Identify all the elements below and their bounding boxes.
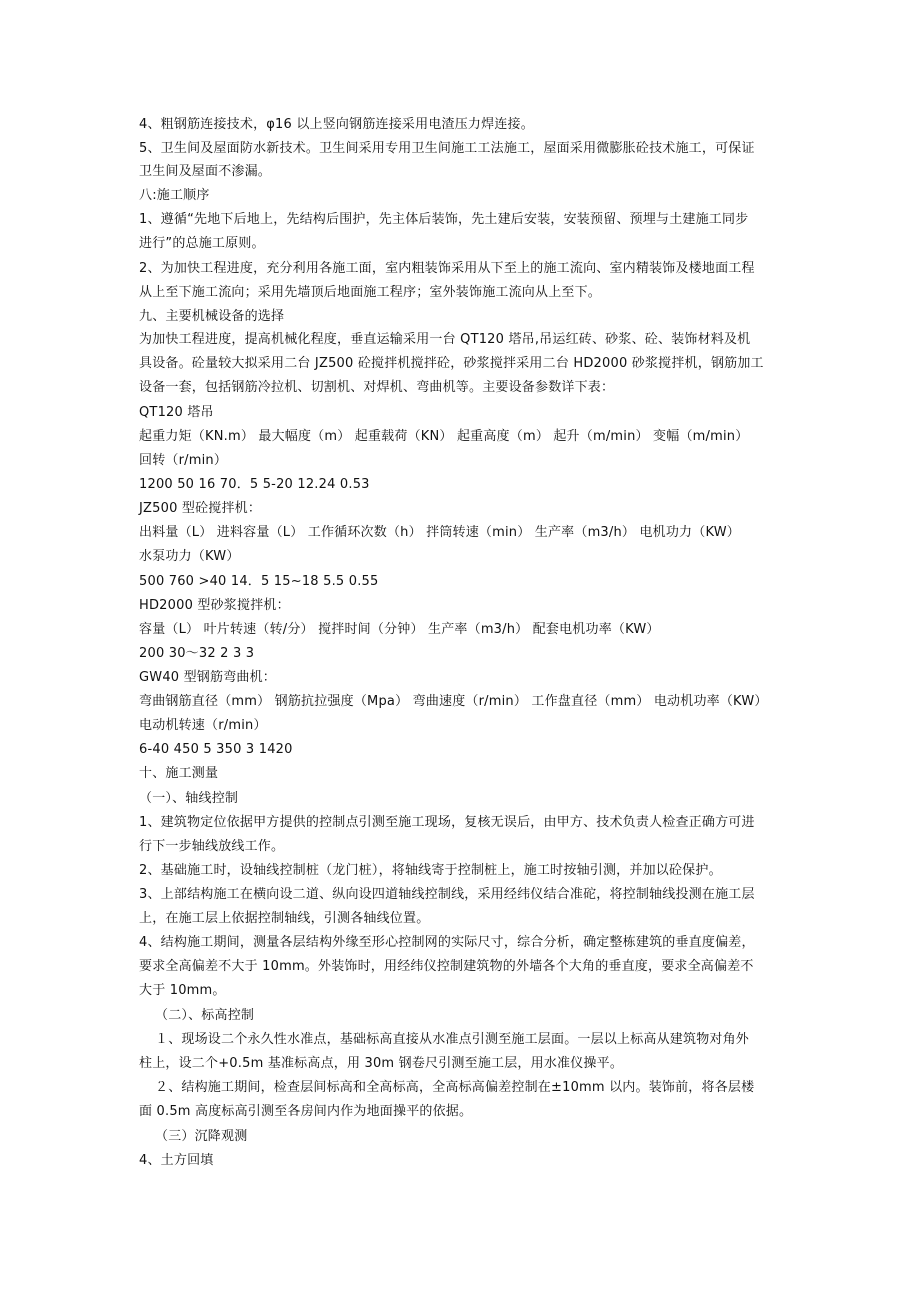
equipment-title-qt120: QT120 塔吊 (139, 405, 214, 420)
paragraph-elevation-1: １、现场设二个永久性水准点，基础标高直接从水准点引测至施工层面。一层以上标高从建筑物对角外 (155, 1032, 750, 1047)
paragraph-elevation-2: ２、结构施工期间，检查层间标高和全高标高，全高标高偏差控制在±10mm 以内。装饰前，将各层楼 (155, 1080, 755, 1095)
subsection-heading-settlement: （三）沉降观测 (155, 1129, 248, 1144)
equipment-values-gw40: 6-40 450 5 350 3 1420 (139, 742, 293, 757)
paragraph-waterproofing: 5、卫生间及屋面防水新技术。卫生间采用专用卫生间施工工法施工，屋面采用微膨胀砼技术施工，可保证 (139, 141, 755, 156)
subsection-heading-axis-control: （一）、轴线控制 (139, 791, 239, 806)
paragraph-principle: 1、遵循“先地下后地上，先结构后围护，先主体后装饰，先土建后安装，安装预留、预埋与土建施工同步 (139, 212, 749, 227)
paragraph-schedule-cont: 从上至下施工流向；采用先墙顶后地面施工程序；室外装饰施工流向从上至下。 (139, 285, 602, 300)
paragraph-rebar-connection: 4、粗钢筋连接技术，φ16 以上竖向钢筋连接采用电渣压力焊连接。 (139, 117, 534, 132)
section-heading-construction-sequence: 八:施工顺序 (139, 188, 210, 203)
equipment-values-hd2000: 200 30～32 2 3 3 (139, 646, 255, 661)
equipment-params-gw40-cont: 电动机转速（r/min） (139, 718, 267, 733)
paragraph-elevation-2-cont: 面 0.5m 高度标高引测至各房间内作为地面操平的依据。 (139, 1104, 473, 1119)
equipment-values-qt120: 1200 50 16 70．5 5-20 12.24 0.53 (139, 477, 370, 492)
paragraph-elevation-1-cont: 柱上，设二个+0.5m 基准标高点，用 30m 钢卷尺引测至施工层，用水准仪操平。 (139, 1056, 624, 1071)
paragraph-axis-3: 3、上部结构施工在横向设二道、纵向设四道轴线控制线，采用经纬仪结合准砣，将控制轴线投测在施工层 (139, 887, 755, 902)
section-heading-backfill: 4、土方回填 (139, 1153, 214, 1168)
section-heading-equipment: 九、主要机械设备的选择 (139, 309, 285, 324)
paragraph-principle-cont: 进行”的总施工原则。 (139, 236, 265, 251)
equipment-params-jz500-cont: 水泵功力（KW） (139, 549, 240, 564)
equipment-params-gw40: 弯曲钢筋直径（mm） 钢筋抗拉强度（Mpa） 弯曲速度（r/min） 工作盘直径（mm） 电动机功率（KW） (139, 694, 768, 709)
equipment-params-qt120-cont: 回转（r/min） (139, 453, 228, 468)
paragraph-axis-1-cont: 行下一步轴线放线工作。 (139, 839, 285, 854)
equipment-title-jz500: JZ500 型砼搅拌机： (139, 501, 262, 516)
equipment-params-qt120: 起重力矩（KN.m） 最大幅度（m） 起重载荷（KN） 起重高度（m） 起升（m/min） 变幅（m/min） (139, 429, 749, 444)
paragraph-axis-4: 4、结构施工期间，测量各层结构外缘至形心控制网的实际尺寸，综合分析，确定整栋建筑的垂直度偏差， (139, 935, 755, 950)
paragraph-axis-4-cont2: 大于 10mm。 (139, 983, 226, 998)
paragraph-equipment-cont1: 具设备。砼量较大拟采用二台 JZ500 砼搅拌机搅拌砼，砂浆搅拌采用二台 HD2000 砂浆搅拌机，钢筋加工 (139, 356, 764, 371)
paragraph-schedule: 2、为加快工程进度，充分利用各施工面，室内粗装饰采用从下至上的施工流向、室内精装饰及楼地面工程 (139, 261, 755, 276)
equipment-title-gw40: GW40 型钢筋弯曲机： (139, 670, 277, 685)
paragraph-axis-1: 1、建筑物定位依据甲方提供的控制点引测至施工现场，复核无误后，由甲方、技术负责人检查正确方可进 (139, 815, 755, 830)
paragraph-equipment-cont2: 设备一套，包括钢筋冷拉机、切割机、对焊机、弯曲机等。主要设备参数详下表： (139, 380, 615, 395)
paragraph-equipment: 为加快工程进度，提高机械化程度，垂直运输采用一台 QT120 塔吊,吊运红砖、砂浆、砼、装饰材料及机 (139, 332, 751, 347)
equipment-title-hd2000: HD2000 型砂浆搅拌机： (139, 598, 290, 613)
subsection-heading-elevation-control: （二）、标高控制 (155, 1008, 255, 1023)
paragraph-axis-3-cont: 上，在施工层上依据控制轴线，引测各轴线位置。 (139, 911, 430, 926)
section-heading-survey: 十、施工测量 (139, 766, 219, 781)
paragraph-axis-2: 2、基础施工时，设轴线控制桩（龙门桩），将轴线寄于控制桩上，施工时按轴引测，并加以砼保护。 (139, 863, 722, 878)
equipment-values-jz500: 500 760 >40 14．5 15~18 5.5 0.55 (139, 574, 379, 589)
equipment-params-hd2000: 容量（L） 叶片转速（转/分） 搅拌时间（分钟） 生产率（m3/h） 配套电机功率（KW） (139, 622, 660, 637)
equipment-params-jz500: 出料量（L） 进料容量（L） 工作循环次数（h） 拌筒转速（min） 生产率（m3/h） 电机功力（KW） (139, 525, 740, 540)
paragraph-waterproofing-cont: 卫生间及屋面不渗漏。 (139, 164, 272, 179)
paragraph-axis-4-cont1: 要求全高偏差不大于 10mm。外装饰时，用经纬仪控制建筑物的外墙各个大角的垂直度，要求全高偏差不 (139, 959, 754, 974)
